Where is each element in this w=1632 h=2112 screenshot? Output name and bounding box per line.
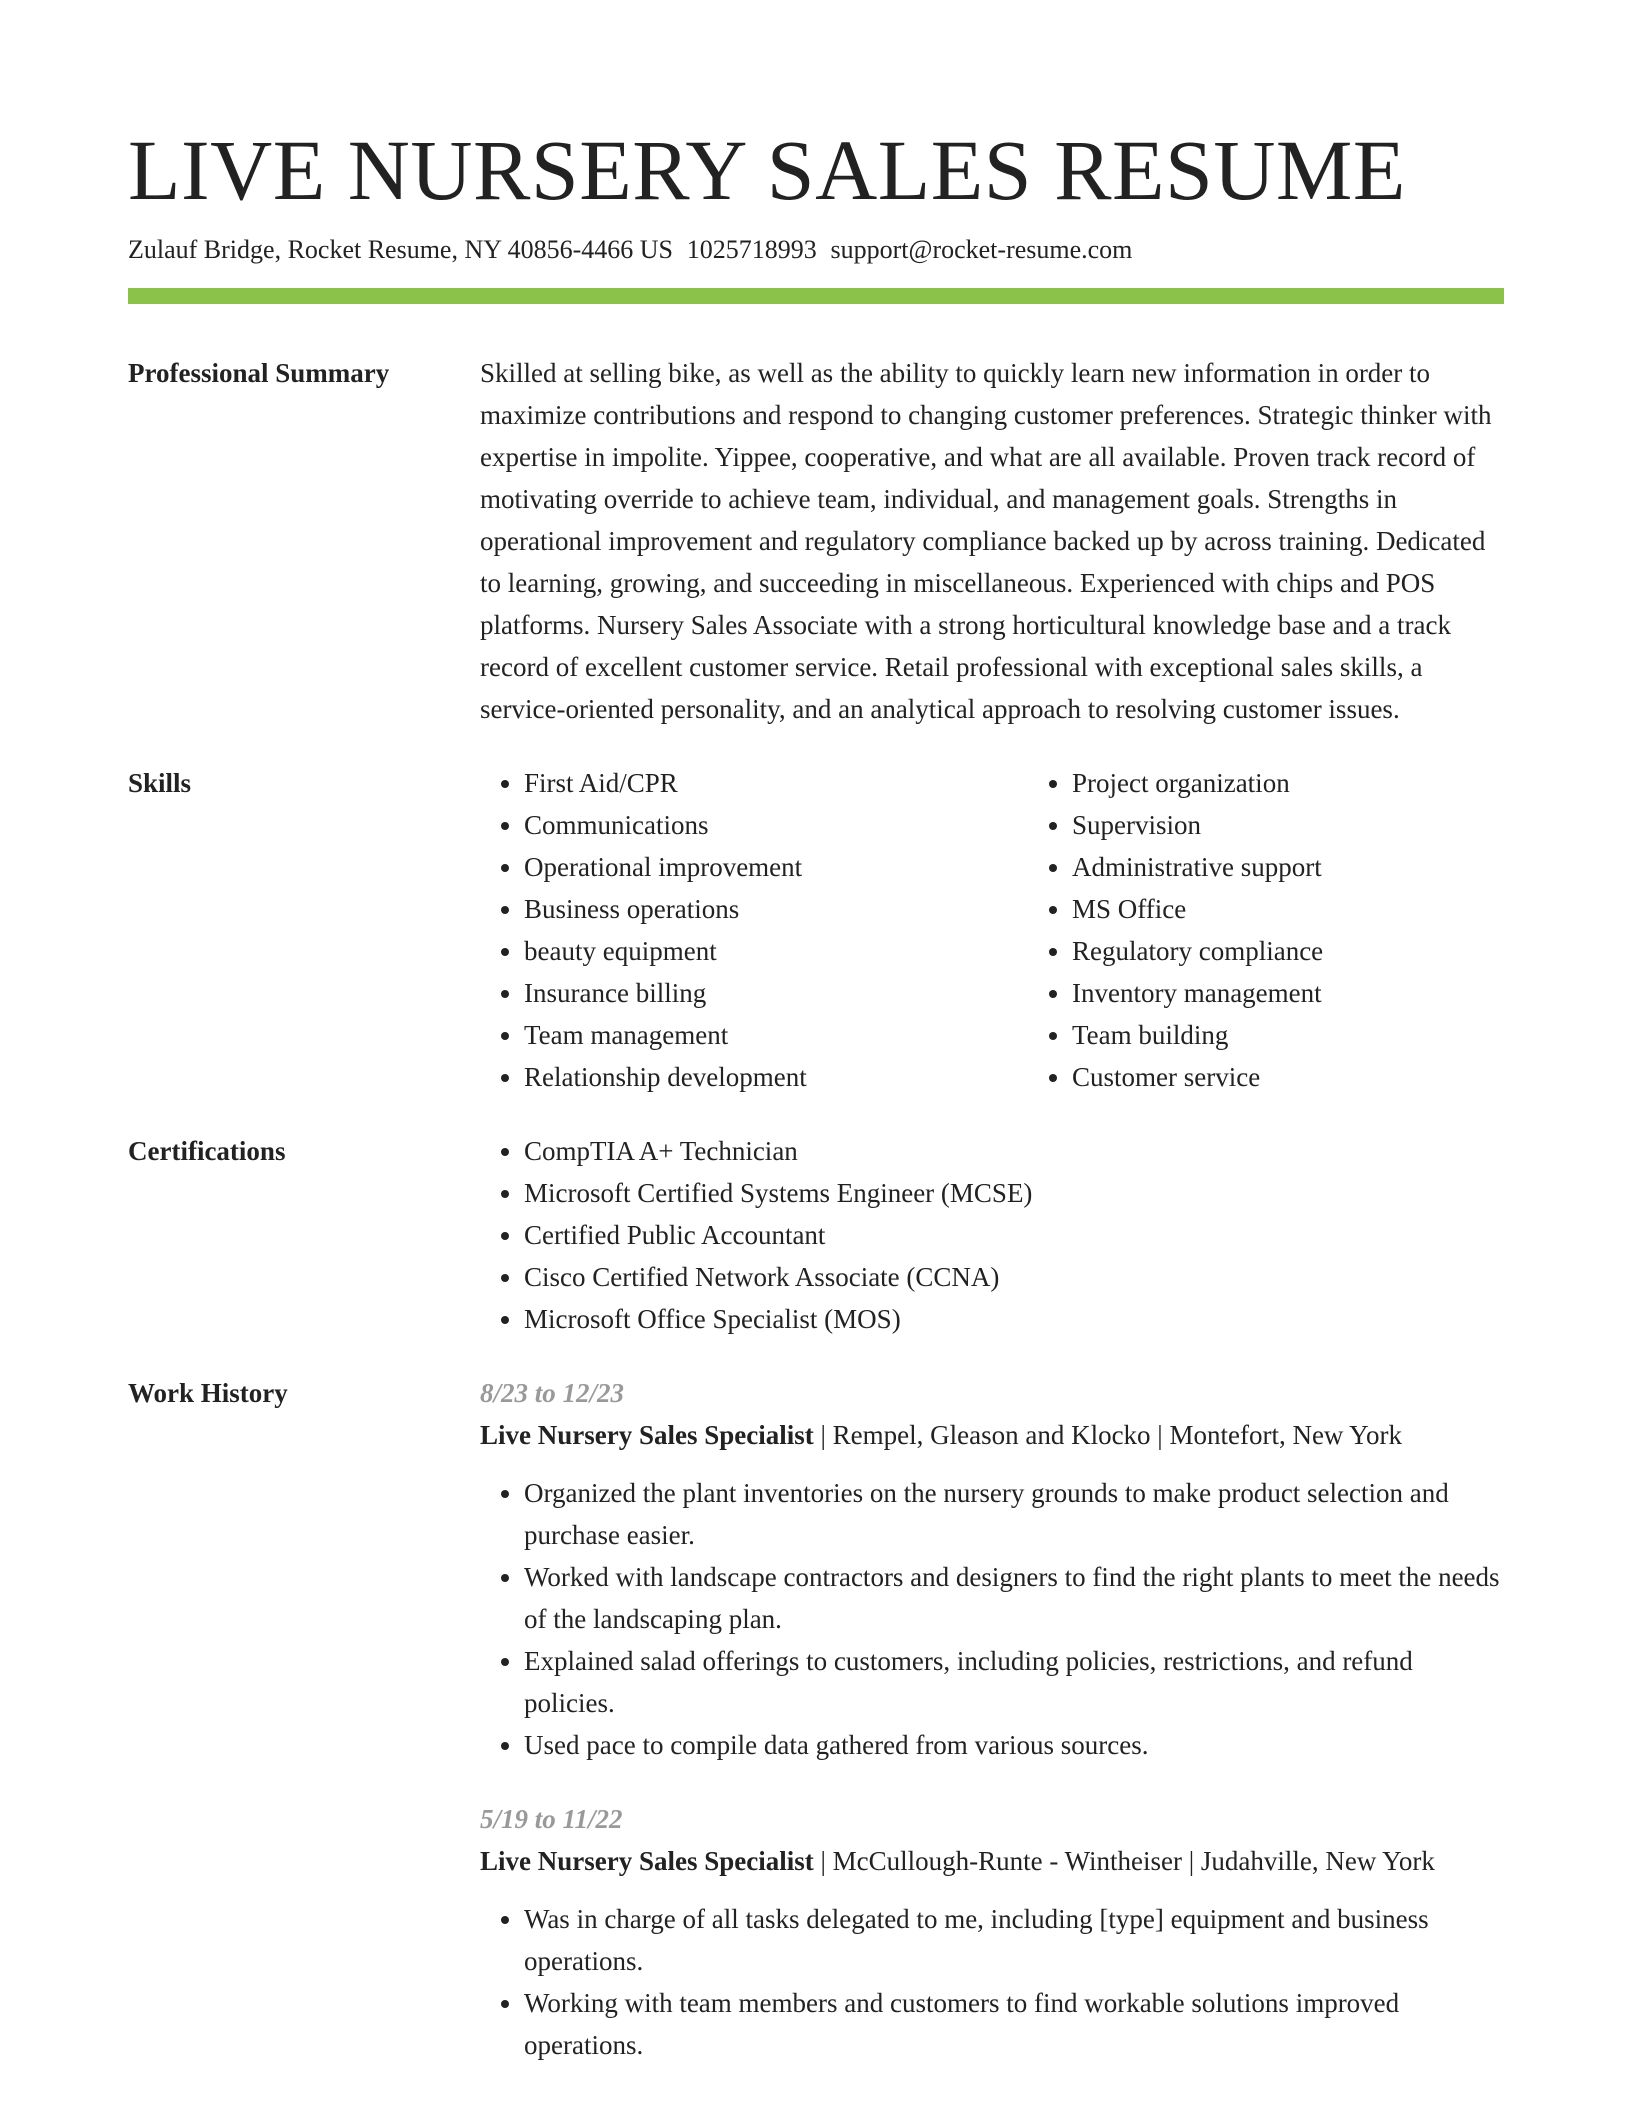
job-bullet: • Used pace to compile data gathered from various sources. xyxy=(524,1724,1504,1766)
contact-email: support@rocket-resume.com xyxy=(830,235,1133,264)
contact-line xyxy=(128,232,1504,268)
job-bullet: • Working with team members and customers to find workable solutions improved operations. xyxy=(524,1982,1504,2066)
skill-item: • Project organization xyxy=(1072,762,1576,804)
job-details: | Rempel, Gleason and Klocko | Montefort, New York xyxy=(813,1420,1402,1450)
job-bullet: • Was in charge of all tasks delegated to me, including [type] equipment and business operations. xyxy=(524,1898,1504,1982)
skill-item: • Inventory management xyxy=(1072,972,1576,1014)
certification-item: • Microsoft Certified Systems Engineer (MCSE) xyxy=(524,1172,1504,1214)
job-bullets xyxy=(480,1472,1504,1766)
resume-page xyxy=(128,118,1504,2066)
skill-item: • Operational improvement xyxy=(524,846,1028,888)
skill-item: • Regulatory compliance xyxy=(1072,930,1576,972)
skill-item: • beauty equipment xyxy=(524,930,1028,972)
skills-section xyxy=(128,730,1504,1098)
skills-heading: Skills xyxy=(128,768,192,798)
job-bullet: • Worked with landscape contractors and designers to find the right plants to meet the needs of the landscaping plan. xyxy=(524,1556,1504,1640)
job-details: | McCullough-Runte - Wintheiser | Judahville, New York xyxy=(813,1846,1435,1876)
work-history-heading: Work History xyxy=(128,1378,288,1408)
job-bullets xyxy=(480,1898,1504,2066)
certification-item: • Cisco Certified Network Associate (CCNA) xyxy=(524,1256,1504,1298)
contact-phone: 1025718993 xyxy=(686,235,817,264)
certification-item: • CompTIA A+ Technician xyxy=(524,1130,1504,1172)
job-header xyxy=(480,1840,1504,1882)
job-bullet: • Organized the plant inventories on the nursery grounds to make product selection and purchase easier. xyxy=(524,1472,1504,1556)
certifications-list xyxy=(480,1130,1504,1340)
certification-item: • Certified Public Accountant xyxy=(524,1214,1504,1256)
skill-item: • Customer service xyxy=(1072,1056,1576,1098)
skill-item: • First Aid/CPR xyxy=(524,762,1028,804)
job-dates: 8/23 to 12/23 xyxy=(480,1378,625,1408)
skill-item: • Communications xyxy=(524,804,1028,846)
summary-text: Skilled at selling bike, as well as the ability to quickly learn new information in order to maximize contributions and respond to changing customer preferences. Strategic thinker with expertise in impolite. Yippee, cooperative, and what are all available. Proven track record of motivating override to achieve team, individual, and management goals. Strengths in operational improvement and regulatory compliance backed up by across training. Dedicated to learning, growing, and succeeding in miscellaneous. Experienced with chips and POS platforms. Nursery Sales Associate with a strong horticultural knowledge base and a track record of excellent customer service. Retail professional with exceptional sales skills, a service-oriented personality, and an analytical approach to resolving customer issues. xyxy=(480,358,1492,724)
summary-heading: Professional Summary xyxy=(128,358,390,388)
job-title: Live Nursery Sales Specialist xyxy=(480,1420,814,1450)
skill-item: • Relationship development xyxy=(524,1056,1028,1098)
resume-title: LIVE NURSERY SALES RESUME xyxy=(128,122,1406,218)
certifications-heading: Certifications xyxy=(128,1136,286,1166)
certifications-section xyxy=(128,1098,1504,1340)
skill-item: • Team building xyxy=(1072,1014,1576,1056)
skills-list-right xyxy=(1028,762,1576,1098)
job-entry xyxy=(480,1798,1504,2066)
skills-list-left xyxy=(480,762,1028,1098)
summary-section xyxy=(128,304,1504,730)
skill-item: • Supervision xyxy=(1072,804,1576,846)
job-bullet: • Explained salad offerings to customers, including policies, restrictions, and refund policies. xyxy=(524,1640,1504,1724)
job-dates: 5/19 to 11/22 xyxy=(480,1804,623,1834)
work-history-section xyxy=(128,1340,1504,2066)
skill-item: • Administrative support xyxy=(1072,846,1576,888)
job-header xyxy=(480,1414,1504,1456)
contact-address: Zulauf Bridge, Rocket Resume, NY 40856-4466 US xyxy=(128,235,673,264)
header-divider xyxy=(128,288,1504,304)
certification-item: • Microsoft Office Specialist (MOS) xyxy=(524,1298,1504,1340)
job-title: Live Nursery Sales Specialist xyxy=(480,1846,814,1876)
skill-item: • Team management xyxy=(524,1014,1028,1056)
skill-item: • Business operations xyxy=(524,888,1028,930)
job-entry xyxy=(480,1372,1504,1766)
skill-item: • Insurance billing xyxy=(524,972,1028,1014)
skill-item: • MS Office xyxy=(1072,888,1576,930)
